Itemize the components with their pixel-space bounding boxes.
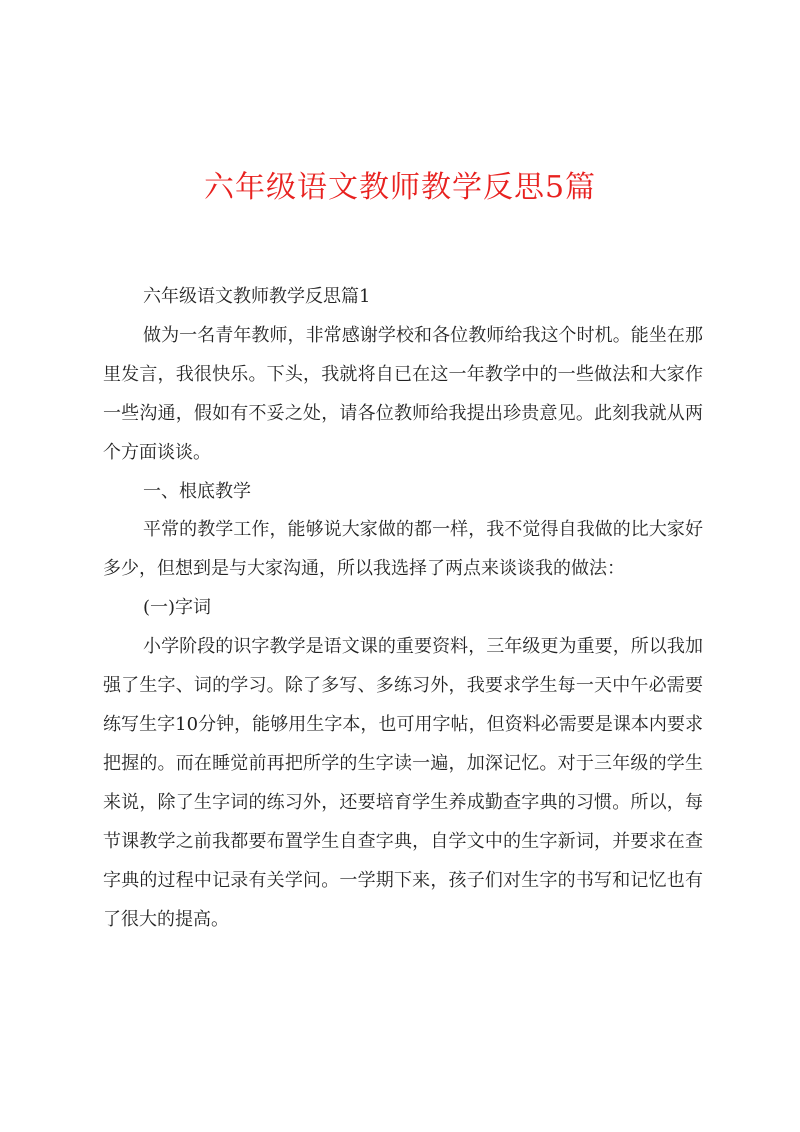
section-heading: (一)字词 <box>143 597 212 619</box>
section-heading: 一、根底教学 <box>143 480 251 502</box>
document-title: 六年级语文教师教学反思5篇 <box>203 170 597 205</box>
section-heading: 六年级语文教师教学反思篇1 <box>143 286 371 307</box>
paragraph: 小学阶段的识字教学是语文课的重要资料，三年级更为重要，所以我加强了生字、词的学习。除了多写、多练习外，我要求学生每一天中午必需要练写生字10分钟，能够用生字本，也可用字帖，但资料必需要是课本内要求把握的。而在睡觉前再把所学的生字读一遍，加深记忆。对于三年级的学生来说，除了生字词的练习外，还要培育学生养成勤查字典的习惯。所以，每节课教学之前我都要布置学生自查字典，自学文中的生字新词，并要求在查字典的过程中记录有关学问。一学期下来，孩子们对生字的书写和记忆也有了很大的提高。 <box>103 636 703 930</box>
paragraph: 平常的教学工作，能够说大家做的都一样，我不觉得自我做的比大家好多少，但想到是与大家沟通，所以我选择了两点来谈谈我的做法： <box>103 519 703 580</box>
document-body <box>103 278 703 939</box>
paragraph: 做为一名青年教师，非常感谢学校和各位教师给我这个时机。能坐在那里发言，我很快乐。下头，我就将自已在这一年教学中的一些做法和大家作一些沟通，假如有不妥之处，请各位教师给我提出珍贵意见。此刻我就从两个方面谈谈。 <box>103 324 703 463</box>
